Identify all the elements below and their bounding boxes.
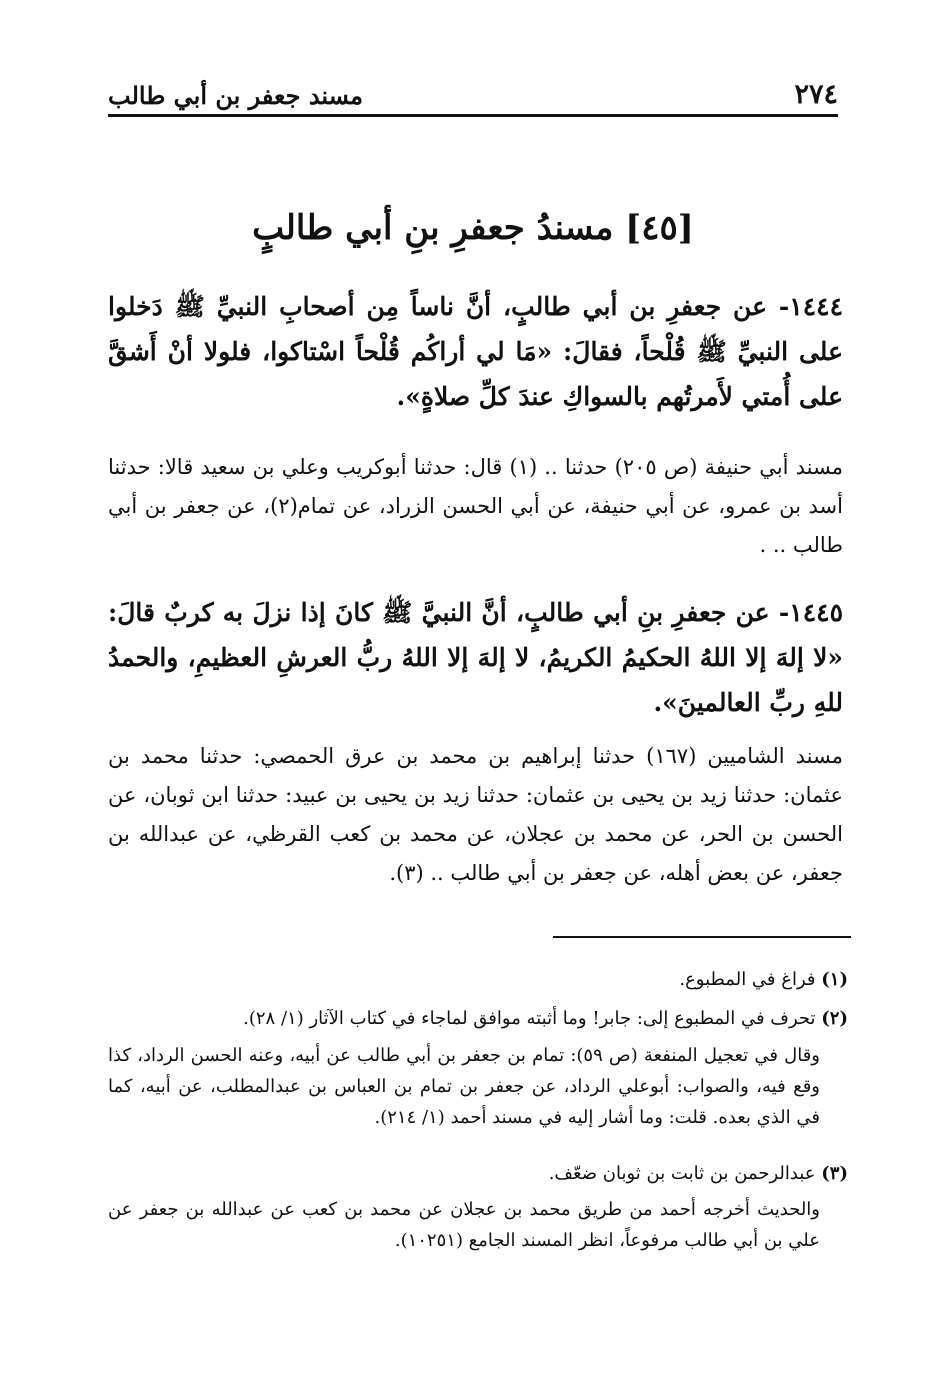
footnote-3-number: (٣) (821, 1163, 848, 1184)
source-1445: مسند الشاميين (١٦٧) حدثنا إبراهيم بن محمد بن عرق الحمصي: حدثنا محمد بن عثمان: حدثنا زيد بن يحيى بن عثمان: حدثنا زيد بن يحيى بن عبيد: حدثنا ابن ثوبان، عن الحسن بن الحر، عن محمد بن عجلان، عن محمد بن كعب القرظي، عن عبدالله بن جعفر، عن بعض أهله، عن جعفر بن أبي طالب .. (٣). (108, 744, 843, 885)
page-header (108, 74, 838, 117)
footnote-separator (553, 936, 851, 938)
source-1444: مسند أبي حنيفة (ص ٢٠٥) حدثنا .. (١) قال: حدثنا أبوكريب وعلي بن سعيد قالا: حدثنا أسد بن عمرو، عن أبي حنيفة، عن أبي الحسن الزراد، عن تمام(٢)، عن جعفر بن أبي طالب .. . (108, 455, 843, 557)
footnote-2-number: (٢) (821, 1008, 848, 1029)
footnote-2-continuation: وقال في تعجيل المنفعة (ص ٥٩): تمام بن جعفر بن أبي طالب عن أبيه، وعنه الحسن الرداد، كذا وقع فيه، والصواب: أبوعلي الرداد، عن جعفر بن تمام بن العباس بن عبدالمطلب، عن أبيه، كما في الذي بعده. قلت: وما أشار إليه في مسند أحمد (١/ ٢١٤). (108, 1045, 820, 1128)
hadith-1445: ١٤٤٥- عن جعفرِ بنِ أبي طالبٍ، أنَّ النبيَّ ﷺ كانَ إذا نزلَ به كربٌ قالَ: «لا إلهَ إلا اللهُ الحكيمُ الكريمُ، لا إلهَ إلا اللهُ ربُّ العرشِ العظيمِ، والحمدُ للهِ ربِّ العالمينَ». (108, 598, 843, 717)
running-title: مسند جعفر بن أبي طالب (108, 81, 363, 110)
footnote-3-continuation: والحديث أخرجه أحمد من طريق محمد بن عجلان عن محمد بن كعب عن عبدالله بن جعفر عن علي بن أبي طالب مرفوعاً، انظر المسند الجامع (١٠٢٥١). (108, 1199, 820, 1251)
footnote-2 (108, 1003, 848, 1034)
footnote-2-text: تحرف في المطبوع إلى: جابر! وما أثبته موافق لماجاء في كتاب الآثار (١/ ٢٨). (243, 1008, 816, 1029)
page-number: ٢٧٤ (794, 79, 838, 110)
footnote-1-text: فراغ في المطبوع. (679, 969, 816, 990)
hadith-1444: ١٤٤٤- عن جعفرِ بن أبي طالبٍ، أنَّ ناساً مِن أصحابِ النبيِّ ﷺ دَخلوا على النبيِّ ﷺ قُلْحاً، فقالَ: «مَا لي أراكُم قُلْحاً اسْتاكوا، فلولا أنْ أَشقَّ على أُمتي لأَمرتُهم بالسواكِ عندَ كلِّ صلاةٍ». (108, 292, 843, 411)
footnote-1 (108, 964, 848, 995)
footnote-3 (108, 1158, 848, 1189)
footnote-3-text: عبدالرحمن بن ثابت بن ثوبان ضعّف. (548, 1163, 816, 1184)
footnote-1-number: (١) (821, 969, 848, 990)
section-title: [٤٥] مسندُ جعفرِ بنِ أبي طالبٍ (252, 208, 694, 248)
